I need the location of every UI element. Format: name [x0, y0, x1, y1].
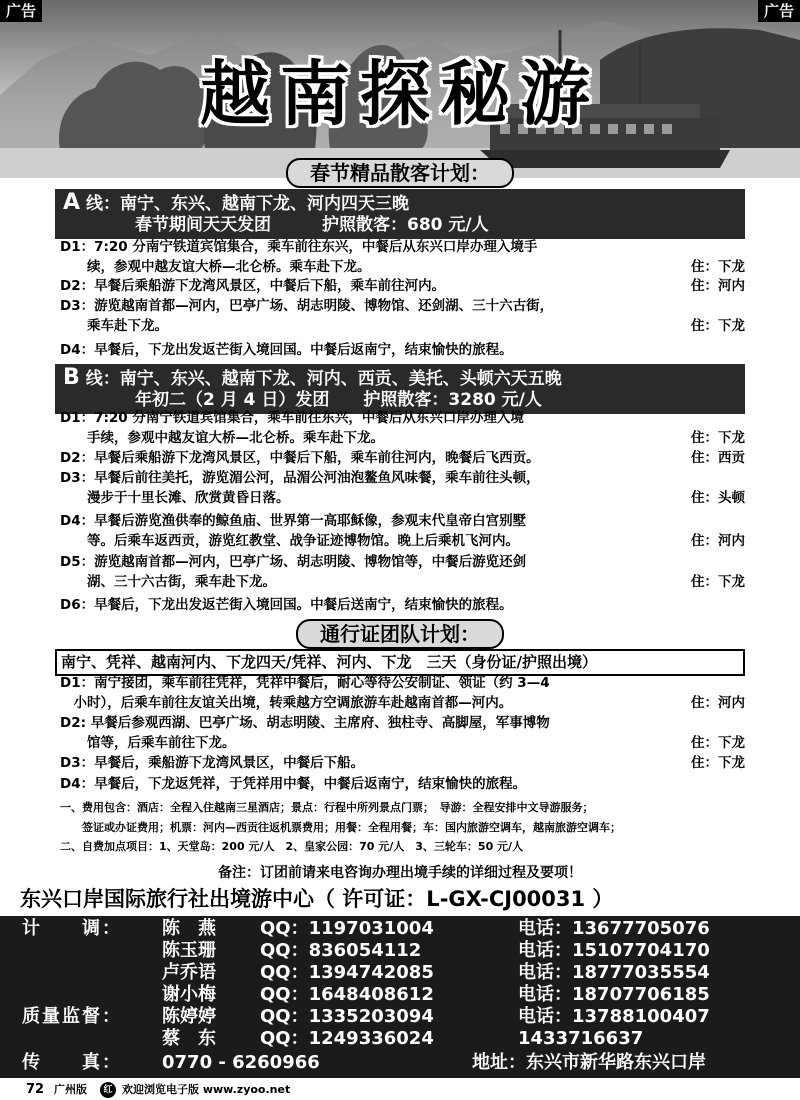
role-planner: 计 调： [22, 918, 122, 939]
contact-row [0, 940, 800, 962]
pass-route-banner: 南宁、凭祥、越南河内、下龙四天/凭祥、河内、下龙 三天（身份证/护照出境） [55, 649, 745, 676]
contact-qq[interactable]: QQ：1648408612 [260, 984, 434, 1005]
hero-title: 越南探秘游 [200, 52, 600, 135]
spring-plan-title: 春节精品散客计划： [0, 158, 800, 188]
stay-label: 住：西贡 [691, 450, 745, 466]
pass-day-4: D4：早餐后，下龙返凭祥，于凭祥用中餐，中餐后返南宁，结束愉快的旅程。 [60, 776, 527, 792]
stay-label: 住：河内 [691, 694, 745, 711]
stay-label: 住：头顿 [691, 489, 745, 506]
route-b-banner [55, 364, 745, 414]
stay-label: 住：下龙 [691, 755, 745, 771]
contact-row [0, 962, 800, 984]
contact-name: 陈婷婷 [162, 1006, 216, 1027]
route-b-day-4: D4：早餐后游览渔供奉的鲸鱼庙、世界第一高耶稣像，参观末代皇帝白宫别墅 等。后乘车返西贡，游览红教堂、战争证迹博物馆。晚上后乘机飞河内。 住：河内 [60, 512, 750, 551]
route-b-day-2: D2：早餐后乘船游下龙湾风景区，中餐后下船，乘车前往河内，晚餐后飞西贡。 住：西贡 [60, 449, 750, 469]
magazine-logo-icon: 红 [100, 1082, 116, 1098]
contact-qq[interactable]: QQ：1394742085 [260, 962, 434, 983]
route-b-line2: 年初二（2 月 4 日）发团 护照散客：3280 元/人 [135, 390, 542, 410]
route-b-letter: B [63, 365, 80, 390]
stay-label: 住：河内 [691, 278, 745, 294]
stay-label: 住：下龙 [691, 573, 745, 590]
address: 地址：东兴市新华路东兴口岸 [472, 1052, 706, 1073]
stay-label: 住：河内 [691, 532, 745, 549]
route-a-day-3: D3：游览越南首都—河内，巴亭广场、胡志明陵、博物馆、还剑湖、三十六古街， 乘车赴下龙。 住：下龙 [60, 297, 750, 336]
page-footer [0, 1080, 800, 1100]
contact-panel [0, 916, 800, 1078]
contact-name: 卢乔语 [162, 962, 216, 983]
contact-phone[interactable]: 电话：18707706185 [518, 984, 710, 1005]
contact-row [0, 1052, 800, 1074]
stay-label: 住：下龙 [691, 258, 745, 275]
pass-day-1: D1：南宁接团，乘车前往凭祥，凭祥中餐后，耐心等待公安制证、领证（约 3—4 小时），后乘车前往友谊关出境，转乘越方空调旅游车赴越南首都—河内。 住：河内 [60, 674, 750, 713]
cost-note-3: 二、自费加点项目：1、天堂岛：200 元/人 2、皇家公园：70 元/人 3、三轮车：50 元/人 [60, 840, 524, 853]
ad-label-left: 广告 [0, 0, 42, 22]
edition-label: 广州版 [54, 1083, 87, 1096]
route-a-line1: 线：南宁、东兴、越南下龙、河内四天三晚 [85, 194, 409, 214]
route-b-line1: 线：南宁、东兴、越南下龙、河内、西贡、美托、头顿六天五晚 [85, 369, 562, 389]
pass-day-3: D3：早餐后，乘船游下龙湾风景区，中餐后下船。 住：下龙 [60, 754, 750, 774]
route-b-day-3: D3：早餐后前往美托，游览湄公河，品湄公河油泡鳌鱼风味餐，乘车前往头顿， 漫步于十里长滩、欣赏黄昏日落。 住：头顿 [60, 469, 750, 508]
role-quality: 质量监督： [22, 1006, 122, 1027]
contact-qq[interactable]: QQ：1197031004 [260, 918, 434, 939]
website-link[interactable]: 欢迎浏览电子版 www.zyoo.net [122, 1083, 291, 1096]
contact-phone[interactable]: 电话：13677705076 [518, 918, 710, 939]
contact-row [0, 1028, 800, 1050]
fax-number[interactable]: 0770 - 6260966 [162, 1052, 320, 1073]
stay-label: 住：下龙 [691, 429, 745, 446]
ad-label-right: 广告 [758, 0, 800, 22]
cost-note-2: 签证或办证费用；机票：河内—西贡往返机票费用；用餐：全程用餐；车：国内旅游空调车，越南旅游空调车； [60, 821, 621, 834]
contact-name: 陈 燕 [162, 918, 216, 939]
remark: 备注：订团前请来电咨询办理出境手续的详细过程及要项！ [218, 865, 582, 881]
cost-note-1: 一、费用包含：酒店：全程入住越南三星酒店；景点：行程中所列景点门票； 导游：全程安排中文导游服务； [60, 801, 594, 814]
agency-name: 东兴口岸国际旅行社出境游中心（ 许可证：L-GX-CJ00031 ） [20, 887, 614, 911]
route-a-day-2: D2：早餐后乘船游下龙湾风景区，中餐后下船，乘车前往河内。 住：河内 [60, 277, 750, 297]
hero-banner [0, 0, 800, 178]
role-fax: 传 真： [22, 1052, 122, 1073]
route-a-day-4: D4：早餐后，下龙出发返芒街入境回国。中餐后返南宁，结束愉快的旅程。 [60, 342, 513, 358]
route-b-day-1: D1：7:20 分南宁铁道宾馆集合，乘车前往东兴，中餐后从东兴口岸办理入境 手续，参观中越友谊大桥—北仑桥。乘车赴下龙。 住：下龙 [60, 409, 750, 448]
route-a-letter: A [63, 190, 81, 215]
contact-phone[interactable]: 电话：15107704170 [518, 940, 710, 961]
contact-phone[interactable]: 1433716637 [518, 1028, 644, 1049]
contact-name: 谢小梅 [162, 984, 216, 1005]
pass-plan-title: 通行证团队计划： [0, 619, 800, 649]
contact-name: 陈玉珊 [162, 940, 216, 961]
contact-qq[interactable]: QQ：836054112 [260, 940, 422, 961]
contact-name: 蔡 东 [162, 1028, 216, 1049]
page-number: 72 [26, 1082, 45, 1097]
contact-qq[interactable]: QQ：1249336024 [260, 1028, 434, 1049]
route-a-line2: 春节期间天天发团 护照散客：680 元/人 [135, 215, 489, 235]
stay-label: 住：下龙 [691, 317, 745, 334]
contact-row [0, 984, 800, 1006]
contact-row [0, 918, 800, 940]
stay-label: 住：下龙 [691, 734, 745, 751]
route-b-day-5: D5：游览越南首都—河内，巴亭广场、胡志明陵、博物馆等，中餐后游览还剑 湖、三十六古街，乘车赴下龙。 住：下龙 [60, 553, 750, 592]
route-a-day-1: D1：7:20 分南宁铁道宾馆集合，乘车前往东兴，中餐后从东兴口岸办理入境手 续，参观中越友谊大桥—北仑桥。乘车赴下龙。 住：下龙 [60, 238, 750, 277]
pass-day-2: D2: 早餐后参观西湖、巴亭广场、胡志明陵、主席府、独柱寺、高脚屋，军事博物 馆等，后乘车前往下龙。 住：下龙 [60, 714, 750, 753]
contact-phone[interactable]: 电话：18777035554 [518, 962, 710, 983]
route-a-banner [55, 189, 745, 239]
contact-phone[interactable]: 电话：13788100407 [518, 1006, 710, 1027]
contact-qq[interactable]: QQ：1335203094 [260, 1006, 434, 1027]
contact-row [0, 1006, 800, 1028]
route-b-day-6: D6：早餐后，下龙出发返芒街入境回国。中餐后送南宁，结束愉快的旅程。 [60, 597, 513, 613]
